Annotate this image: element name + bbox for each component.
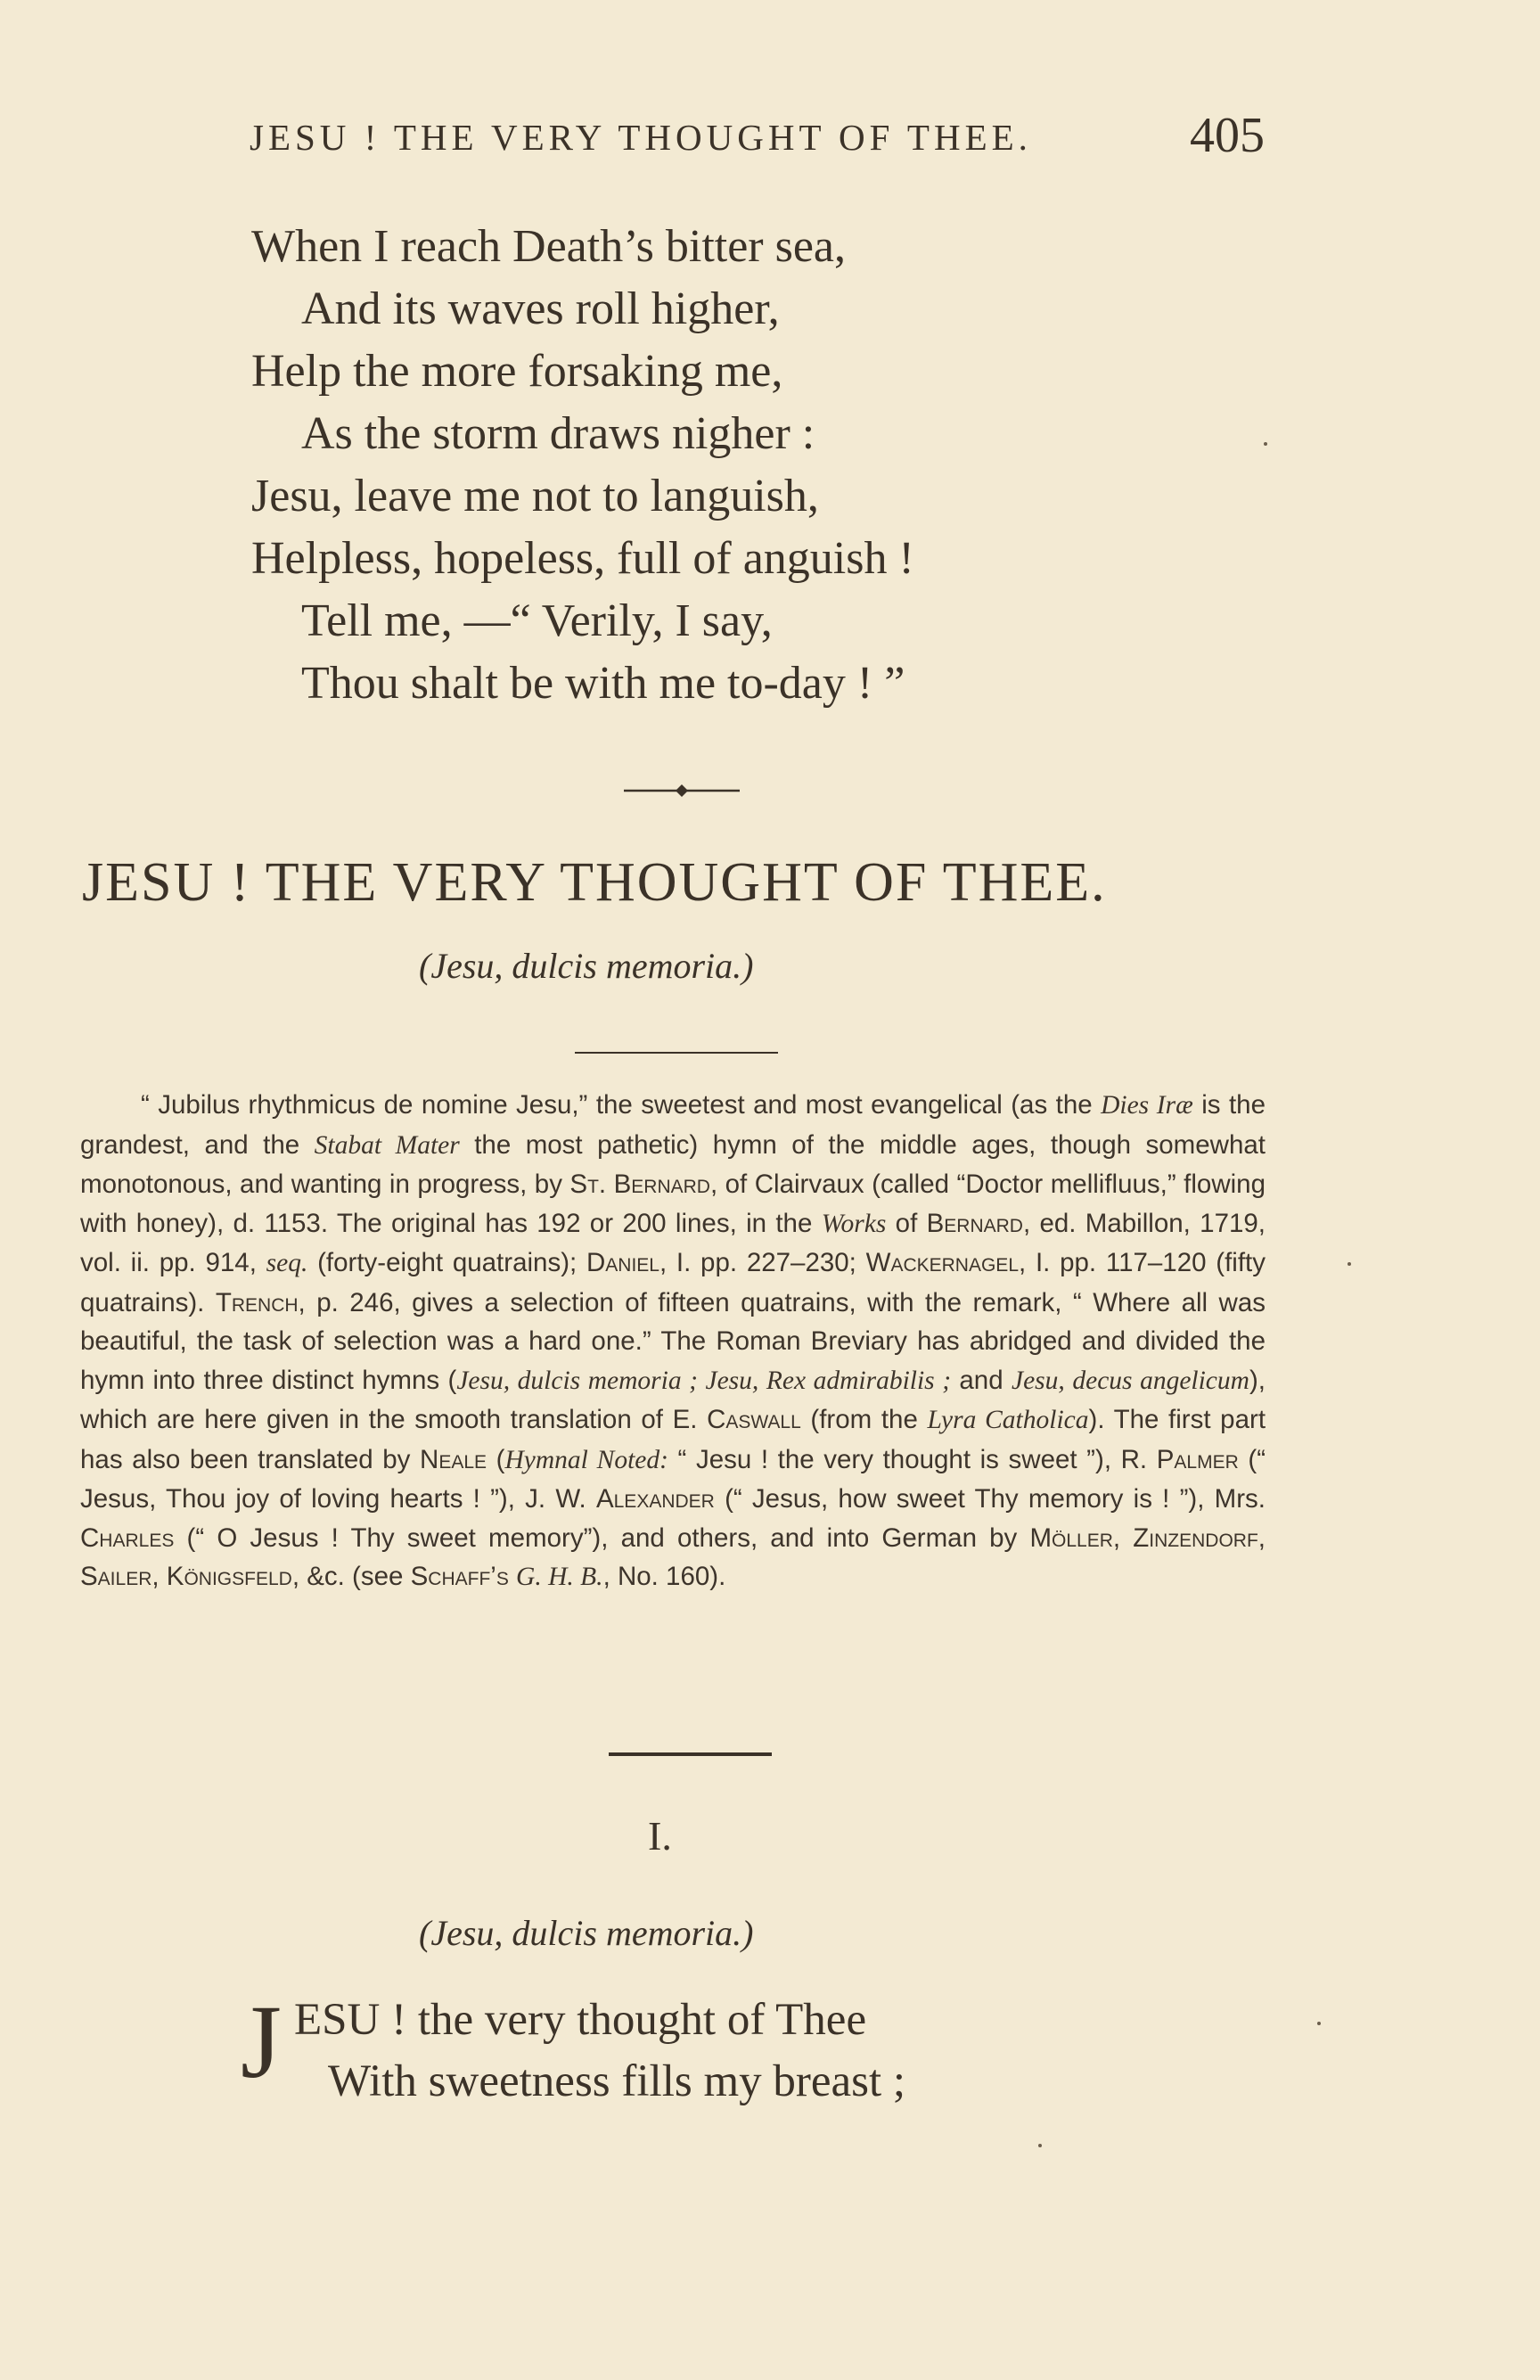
- hymn-title: JESU ! THE VERY THOUGHT OF THEE.: [82, 852, 1107, 913]
- section-subtitle: (Jesu, dulcis memoria.): [419, 1913, 754, 1953]
- poem-line: And its waves roll higher,: [301, 283, 780, 334]
- poem-line: Jesu, leave me not to languish,: [251, 471, 819, 521]
- paper-speck: [1264, 442, 1267, 446]
- short-rule: [575, 1052, 778, 1054]
- poem-line: Help the more forsaking me,: [251, 346, 783, 397]
- poem-line: When I reach Death’s bitter sea,: [251, 221, 847, 272]
- poem-line: As the storm draws nigher :: [301, 408, 815, 459]
- poem-line: Tell me, —“ Verily, I say,: [301, 595, 773, 646]
- poem-line: Thou shalt be with me to-day ! ”: [301, 658, 905, 709]
- page-number: 405: [1190, 108, 1265, 163]
- note-paragraph: “ Jubilus rhythmicus de nomine Jesu,” the sweetest and most evangelical (as the Dies Iræ is the grandest, and the Stabat Mater the most pathetic) hymn of the middle ages, though somewhat monotonous, and wanting in progress, by St. Bernard, of Clairvaux (called “Doctor mellifluus,” flowing with honey), d. 1153. The original has 192 or 200 lines, in the Works of Bernard, ed. Mabillon, 1719, vol. ii. pp. 914, seq. (forty-eight quatrains); Daniel, I. pp. 227–230; Wackernagel, I. pp. 117–120 (fifty quatrains). Trench, p. 246, gives a selection of fifteen quatrains, with the remark, “ Where all was beautiful, the task of selection was a hard one.” The Roman Breviary has abridged and divided the hymn into three distinct hymns (Jesu, dulcis memoria ; Jesu, Rex admirabilis ; and Jesu, decus angelicum), which are here given in the smooth translation of E. Caswall (from the Lyra Catholica). The first part has also been translated by Neale (Hymnal Noted: “ Jesu ! the very thought is sweet ”), R. Palmer (“ Jesus, Thou joy of loving hearts ! ”), J. W. Alexander (“ Jesus, how sweet Thy memory is ! ”), Mrs. Charles (“ O Jesus ! Thy sweet memory”), and others, and into German by Möller, Zinzendorf, Sailer, Königsfeld, &c. (see Schaff’s G. H. B., No. 160).: [80, 1090, 1266, 1591]
- drop-cap: J: [241, 1983, 282, 2100]
- section-rule: [609, 1752, 772, 1756]
- paper-speck: [1317, 2022, 1321, 2025]
- poem-line: Helpless, hopeless, full of anguish !: [251, 533, 914, 584]
- paper-speck: [1038, 2144, 1042, 2147]
- paper-speck: [1348, 1262, 1351, 1266]
- hymn-line: With sweetness fills my breast ;: [328, 2056, 906, 2106]
- hymn-subtitle: (Jesu, dulcis memoria.): [419, 946, 754, 986]
- editorial-note: [80, 1086, 1266, 1597]
- section-number: I.: [648, 1813, 672, 1859]
- hymn-line: ESU ! the very thought of Thee: [294, 1995, 867, 2045]
- running-head: JESU ! THE VERY THOUGHT OF THEE.: [250, 117, 1032, 158]
- ornament-divider-icon: [624, 777, 740, 804]
